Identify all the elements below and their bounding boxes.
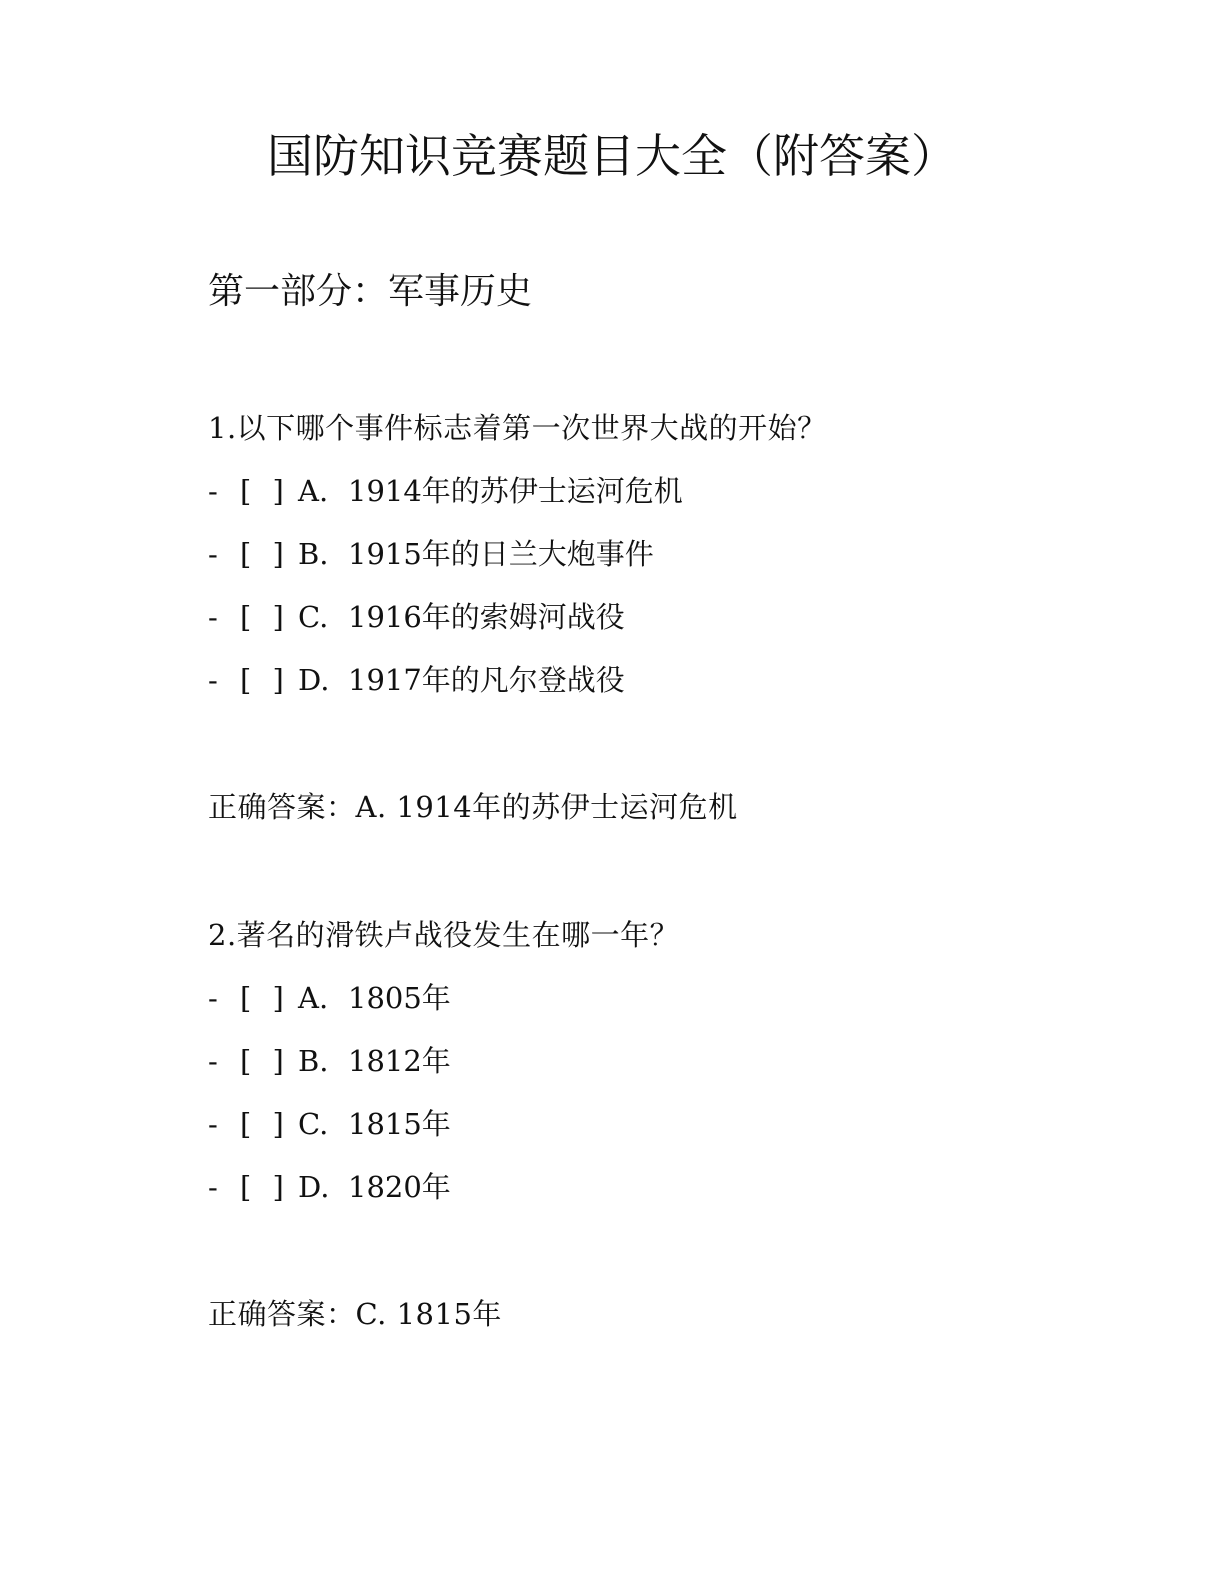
section-heading: 第一部分：军事历史 <box>208 271 533 312</box>
option-text: 1805年 <box>348 981 451 1015</box>
question-2-option-b[interactable] <box>208 1043 451 1079</box>
question-1-option-a[interactable] <box>208 473 683 509</box>
question-2-answer: 正确答案：C. 1815年 <box>208 1297 502 1331</box>
checkbox[interactable]: [ ] <box>240 474 290 508</box>
option-letter: B. <box>298 1044 329 1078</box>
question-2-option-a[interactable] <box>208 980 451 1016</box>
option-letter: C. <box>298 1107 329 1141</box>
option-dash: - <box>208 537 218 571</box>
option-text: 1812年 <box>348 1044 451 1078</box>
question-1-answer: 正确答案：A. 1914年的苏伊士运河危机 <box>208 790 738 824</box>
option-text: 1916年的索姆河战役 <box>348 600 625 634</box>
checkbox[interactable]: [ ] <box>240 1044 290 1078</box>
document-title: 国防知识竞赛题目大全（附答案） <box>267 129 957 183</box>
option-dash: - <box>208 663 218 697</box>
checkbox[interactable]: [ ] <box>240 1107 290 1141</box>
question-1-option-d[interactable] <box>208 662 625 698</box>
option-letter: A. <box>298 474 329 508</box>
question-2-option-c[interactable] <box>208 1106 451 1142</box>
option-dash: - <box>208 1107 218 1141</box>
checkbox[interactable]: [ ] <box>240 537 290 571</box>
question-2-option-d[interactable] <box>208 1169 451 1205</box>
option-letter: A. <box>298 981 329 1015</box>
option-text: 1917年的凡尔登战役 <box>348 663 625 697</box>
option-letter: D. <box>298 663 330 697</box>
checkbox[interactable]: [ ] <box>240 663 290 697</box>
question-1-text: 1.以下哪个事件标志着第一次世界大战的开始？ <box>208 411 827 445</box>
option-letter: B. <box>298 537 329 571</box>
option-text: 1914年的苏伊士运河危机 <box>348 474 683 508</box>
option-dash: - <box>208 600 218 634</box>
option-dash: - <box>208 1170 218 1204</box>
question-1-option-b[interactable] <box>208 536 654 572</box>
option-letter: C. <box>298 600 329 634</box>
checkbox[interactable]: [ ] <box>240 981 290 1015</box>
option-letter: D. <box>298 1170 330 1204</box>
checkbox[interactable]: [ ] <box>240 600 290 634</box>
question-2-text: 2.著名的滑铁卢战役发生在哪一年？ <box>208 918 680 952</box>
checkbox[interactable]: [ ] <box>240 1170 290 1204</box>
option-text: 1820年 <box>348 1170 451 1204</box>
option-dash: - <box>208 474 218 508</box>
option-text: 1915年的日兰大炮事件 <box>348 537 654 571</box>
question-1-option-c[interactable] <box>208 599 625 635</box>
option-dash: - <box>208 1044 218 1078</box>
option-text: 1815年 <box>348 1107 451 1141</box>
option-dash: - <box>208 981 218 1015</box>
